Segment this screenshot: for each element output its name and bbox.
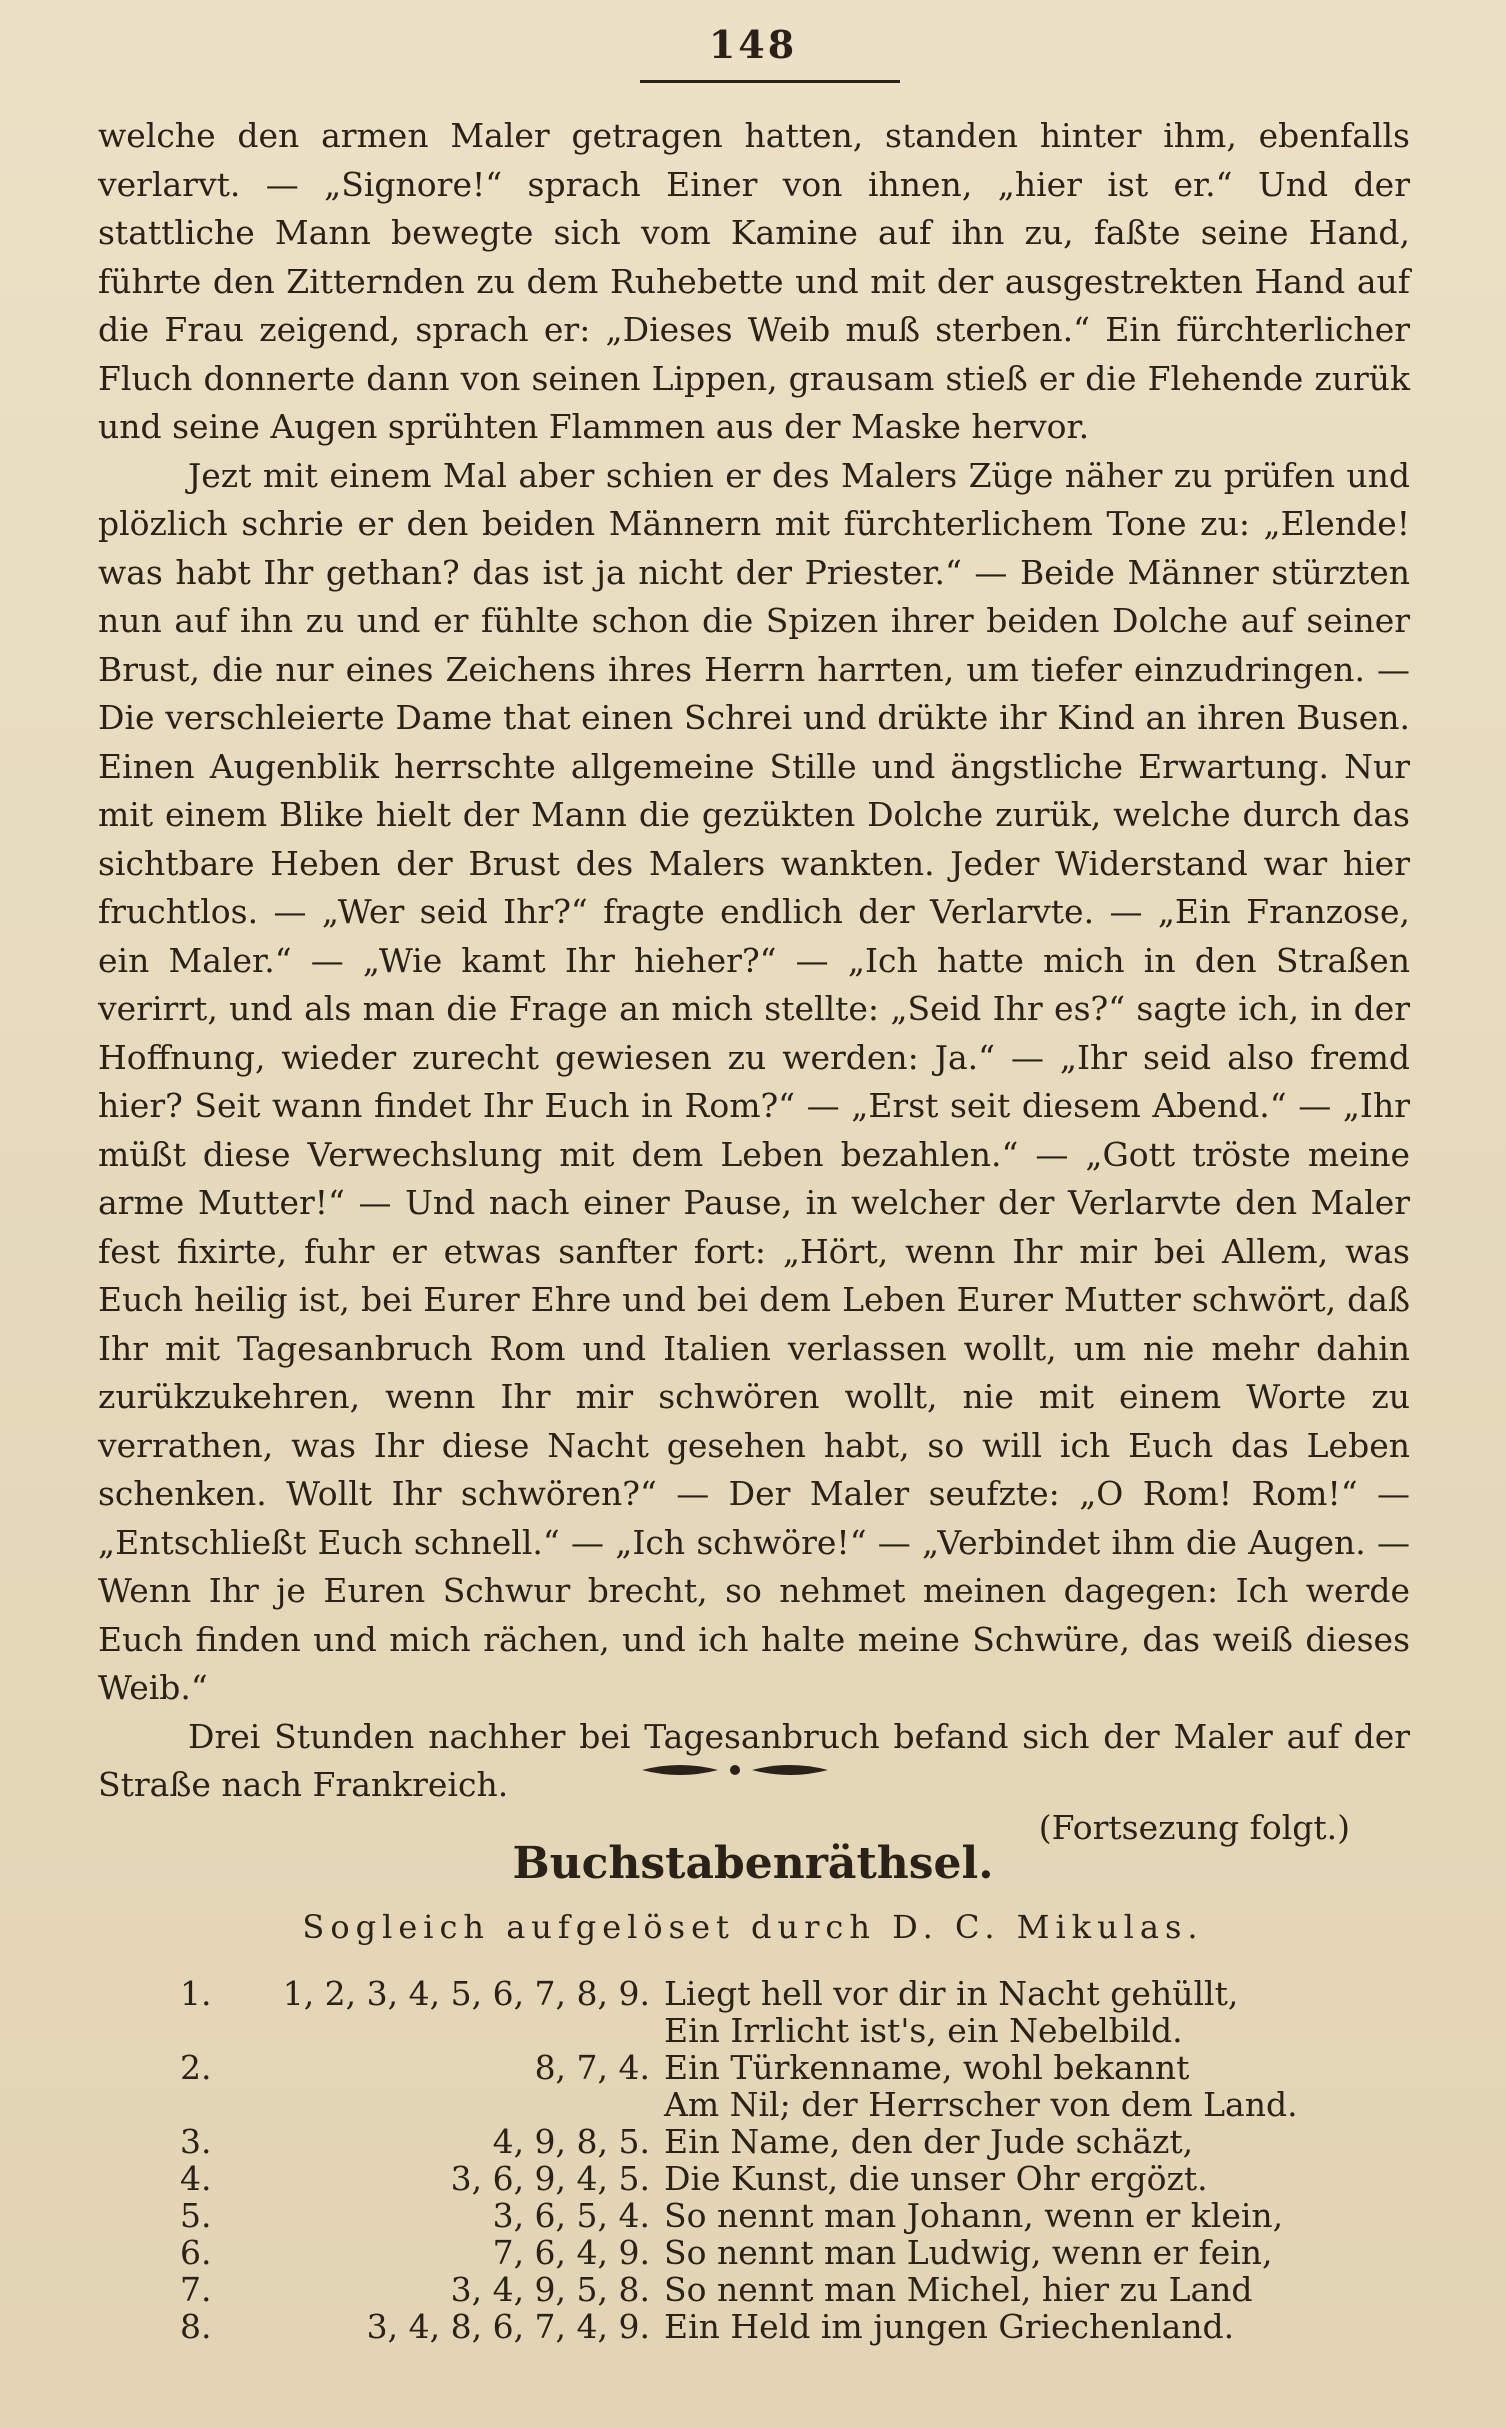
riddle-line: [180, 2234, 1380, 2271]
riddle-verse: Am Nil; der Herrscher von dem Land.: [664, 2085, 1298, 2124]
ornament-divider: [640, 1758, 830, 1782]
riddle-number: 8.: [180, 2307, 212, 2346]
riddle-line: [180, 2308, 1380, 2345]
riddle-number: [180, 2012, 260, 2049]
riddle-number: 1.: [180, 1974, 212, 2013]
riddle-verse: So nennt man Michel, hier zu Land: [664, 2270, 1253, 2309]
riddle-sequence: 1, 2, 3, 4, 5, 6, 7, 8, 9.: [282, 1974, 650, 2013]
riddle-sequence: 4, 9, 8, 5.: [492, 2122, 650, 2161]
riddle-line: [180, 2049, 1380, 2086]
riddle-sequence: 3, 6, 5, 4.: [492, 2196, 650, 2235]
riddle-line: [180, 1975, 1380, 2012]
riddle-sequence: 3, 4, 8, 6, 7, 4, 9.: [366, 2307, 650, 2346]
story-paragraph-3-text: Drei Stunden nachher bei Tagesanbruch befand sich der Maler auf der Straße nach Frankreich.: [98, 1716, 1410, 1804]
riddle-line: [180, 2160, 1380, 2197]
header-rule: [640, 80, 900, 83]
riddle-sequence: 3, 4, 9, 5, 8.: [450, 2270, 650, 2309]
story-text: [98, 112, 1410, 1852]
riddle-line: [180, 2271, 1380, 2308]
story-paragraph-3: [98, 1713, 1410, 1853]
riddle-verse: Ein Name, den der Jude schäzt,: [664, 2122, 1194, 2161]
puzzle-title: Buchstabenräthsel.: [512, 1838, 994, 1889]
riddle-verse: Ein Held im jungen Griechenland.: [664, 2307, 1235, 2346]
riddle-line: [180, 2086, 1380, 2123]
riddle-verse: So nennt man Johann, wenn er klein,: [664, 2196, 1284, 2235]
riddle-verse: Ein Irrlicht ist's, ein Nebelbild.: [664, 2011, 1183, 2050]
riddle-verse: Die Kunst, die unser Ohr ergözt.: [664, 2159, 1208, 2198]
riddle-sequence: 3, 6, 9, 4, 5.: [450, 2159, 650, 2198]
riddle-line: [180, 2197, 1380, 2234]
riddle-verse: Liegt hell vor dir in Nacht gehüllt,: [664, 1974, 1239, 2013]
riddle-number: 6.: [180, 2233, 212, 2272]
riddle-sequence: 8, 7, 4.: [534, 2048, 650, 2087]
riddle-verse: Ein Türkenname, wohl bekannt: [664, 2048, 1190, 2087]
riddle-verse: So nennt man Ludwig, wenn er fein,: [664, 2233, 1273, 2272]
riddle-number: 5.: [180, 2196, 212, 2235]
riddle-line: [180, 2123, 1380, 2160]
riddle-number: [180, 2086, 260, 2123]
riddle-line: [180, 2012, 1380, 2049]
riddle-sequence: 7, 6, 4, 9.: [492, 2233, 650, 2272]
puzzle-subtitle: Sogleich aufgelöset durch D. C. Mikulas.: [302, 1908, 1204, 1946]
page-number: 148: [708, 22, 798, 67]
riddle-number: 3.: [180, 2122, 212, 2161]
riddle-number: 2.: [180, 2048, 212, 2087]
story-paragraph-1: welche den armen Maler getragen hatten, standen hinter ihm, ebenfalls verlarvt. — „Signore!“ sprach Einer von ihnen, „hier ist er.“ Und der stattliche Mann bewegte sich vom Kamine auf ihn zu, faßte seine Hand, führte den Zitternden zu dem Ruhebette und mit der ausgestrekten Hand auf die Frau zeigend, sprach er: „Dieses Weib muß sterben.“ Ein fürchterlicher Fluch donnerte dann von seinen Lippen, grausam stieß er die Flehende zurük und seine Augen sprühten Flammen aus der Maske hervor.: [98, 116, 1410, 446]
continuation-note: (Fortsezung folgt.): [1038, 1807, 1350, 1847]
riddle-number: 7.: [180, 2270, 212, 2309]
riddle-sequence: [260, 2086, 664, 2123]
riddle-list: [180, 1975, 1380, 2345]
story-paragraph-2: Jezt mit einem Mal aber schien er des Malers Züge näher zu prüfen und plözlich schrie er den beiden Männern mit fürchterlichem Tone zu: „Elende! was habt Ihr gethan? das ist ja nicht der Priester.“ — Beide Männer stürzten nun auf ihn zu und er fühlte schon die Spizen ihrer beiden Dolche auf seiner Brust, die nur eines Zeichens ihres Herrn harrten, um tiefer einzudringen. — Die verschleierte Dame that einen Schrei und drükte ihr Kind an ihren Busen. Einen Augenblik herrschte allgemeine Stille und ängstliche Erwartung. Nur mit einem Blike hielt der Mann die gezükten Dolche zurük, welche durch das sichtbare Heben der Brust des Malers wankten. Jeder Widerstand war hier fruchtlos. — „Wer seid Ihr?“ fragte endlich der Verlarvte. — „Ein Franzose, ein Maler.“ — „Wie kamt Ihr hieher?“ — „Ich hatte mich in den Straßen verirrt, und als man die Frage an mich stellte: „Seid Ihr es?“ sagte ich, in der Hoffnung, wieder zurecht gewiesen zu werden: Ja.“ — „Ihr seid also fremd hier? Seit wann findet Ihr Euch in Rom?“ — „Erst seit diesem Abend.“ — „Ihr müßt diese Verwechslung mit dem Leben bezahlen.“ — „Gott tröste meine arme Mutter!“ — Und nach einer Pause, in welcher der Verlarvte den Maler fest fixirte, fuhr er etwas sanfter fort: „Hört, wenn Ihr mir bei Allem, was Euch heilig ist, bei Eurer Ehre und bei dem Leben Eurer Mutter schwört, daß Ihr mit Tagesanbruch Rom und Italien verlassen wollt, um nie mehr dahin zurükzukehren, wenn Ihr mir schwören wollt, nie mit einem Worte zu verrathen, was Ihr diese Nacht gesehen habt, so will ich Euch das Leben schenken. Wollt Ihr schwören?“ — Der Maler seufzte: „O Rom! Rom!“ — „Entschließt Euch schnell.“ — „Ich schwöre!“ — „Verbindet ihm die Augen. — Wenn Ihr je Euren Schwur brecht, so nehmet meinen dagegen: Ich werde Euch finden und mich rächen, und ich halte meine Schwüre, das weiß dieses Weib.“: [98, 455, 1410, 1707]
riddle-number: 4.: [180, 2159, 212, 2198]
riddle-sequence: [260, 2012, 664, 2049]
